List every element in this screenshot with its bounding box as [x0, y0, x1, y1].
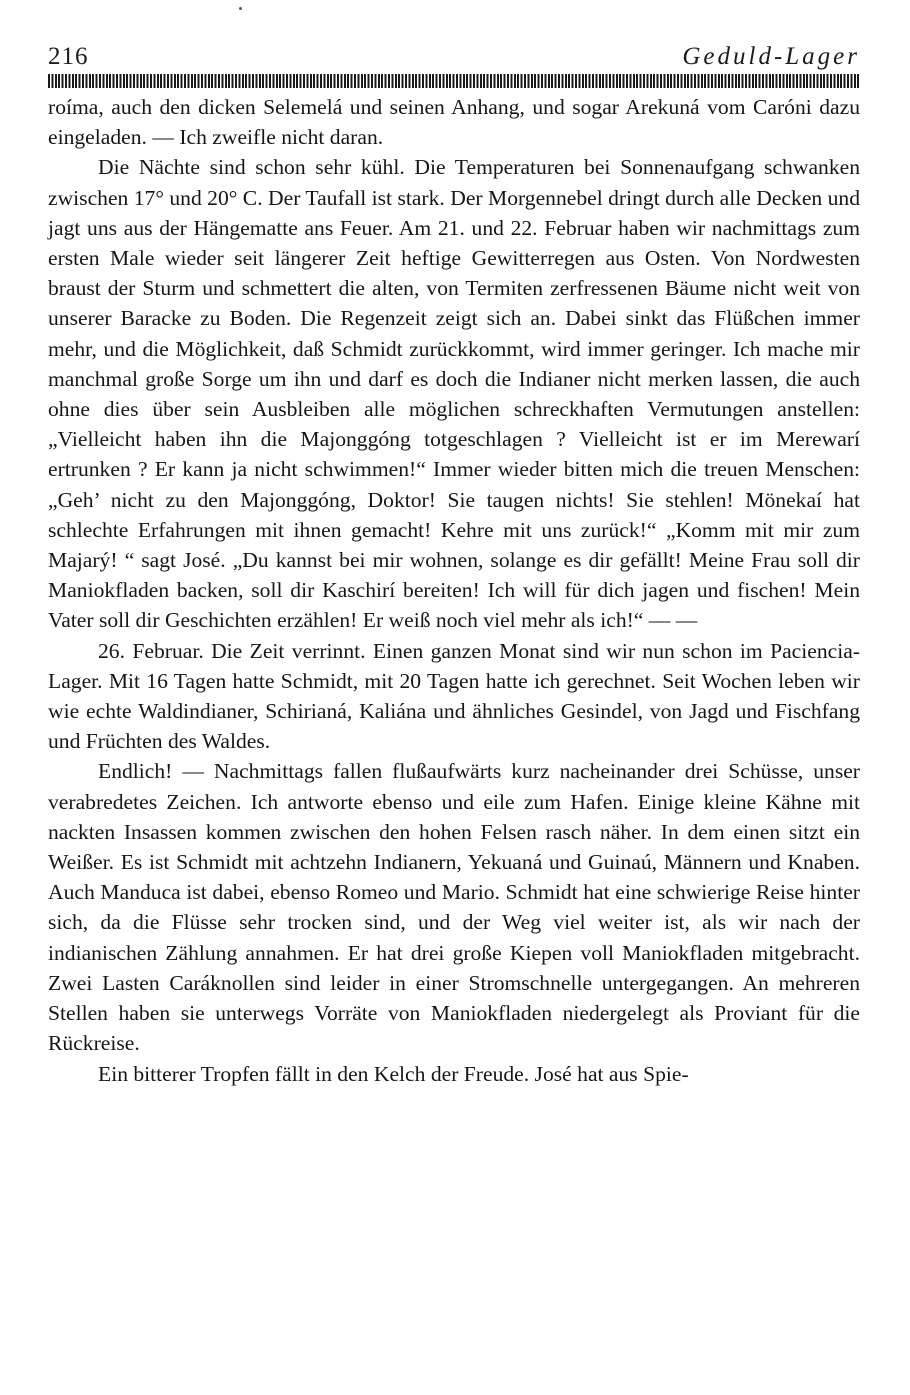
header-rule [48, 74, 860, 88]
paragraph: 26. Februar. Die Zeit verrinnt. Einen ganzen Monat sind wir nun schon im Paciencia-Lager. Mit 16 Tagen hatte Schmidt, mit 20 Tagen hatte ich gerechnet. Seit Wochen leben wir wie echte Waldindianer, Schirianá, Kaliána und ähnliches Gesindel, von Jagd und Fischfang und Früchten des Waldes. [48, 638, 860, 754]
running-title: Geduld-Lager [682, 43, 860, 70]
paragraph: Endlich! — Nachmittags fallen flußaufwärts kurz nacheinander drei Schüsse, unser verabredetes Zeichen. Ich antworte ebenso und eile zum Hafen. Einige kleine Kähne mit nackten Insassen kommen zwischen den hohen Felsen rasch näher. In dem einen sitzt ein Weißer. Es ist Schmidt mit achtzehn Indianern, Yekuaná und Guinaú, Männern und Knaben. Auch Manduca ist dabei, ebenso Romeo und Mario. Schmidt hat eine schwierige Reise hinter sich, da die Flüsse sehr trocken sind, und der Weg viel weiter ist, als wir nach der indianischen Zählung annahmen. Er hat drei große Kiepen voll Maniokfladen mitgebracht. Zwei Lasten Caráknollen sind leider in einer Stromschnelle untergegangen. An mehreren Stellen haben sie unterwegs Vorräte von Maniokfladen niedergelegt als Proviant für die Rückreise. [48, 759, 860, 1056]
page-number: 216 [48, 43, 89, 70]
paragraph-continued: roíma, auch den dicken Selemelá und seinen Anhang, und sogar Arekuná vom Caróni dazu eingeladen. — Ich zweifle nicht daran. [48, 95, 860, 150]
paragraph: Ein bitterer Tropfen fällt in den Kelch der Freude. José hat aus Spie- [98, 1061, 689, 1086]
print-speck [239, 7, 242, 10]
body-text [48, 92, 860, 1089]
paragraph: Die Nächte sind schon sehr kühl. Die Temperaturen bei Sonnenaufgang schwanken zwischen 17° und 20° C. Der Taufall ist stark. Der Morgennebel dringt durch alle Decken und jagt uns aus der Hängematte ans Feuer. Am 21. und 22. Februar haben wir nachmittags zum ersten Male wieder seit längerer Zeit heftige Gewitterregen aus Osten. Von Nordwesten braust der Sturm und schmettert die alten, von Termiten zerfressenen Bäume nicht weit von unserer Baracke zu Boden. Die Regenzeit zeigt sich an. Dabei sinkt das Flüßchen immer mehr, und die Möglichkeit, daß Schmidt zurückkommt, wird immer geringer. Ich mache mir manchmal große Sorge um ihn und darf es doch die Indianer nicht merken lassen, die auch ohne dies über sein Ausbleiben alle möglichen schreckhaften Vermutungen anstellen: „Vielleicht haben ihn die Majonggóng totgeschlagen ? Vielleicht ist er im Merewarí ertrunken ? Er kann ja nicht schwimmen!“ Immer wieder bitten mich die treuen Menschen: „Geh’ nicht zu den Majonggóng, Doktor! Sie taugen nichts! Sie stehlen! Mönekaí hat schlechte Erfahrungen mit ihnen gemacht! Kehre mit uns zurück!“ „Komm mit mir zum Majarý! “ sagt José. „Du kannst bei mir wohnen, solange es dir gefällt! Meine Frau soll dir Maniokfladen backen, soll dir Kaschirí bereiten! Ich will für dich jagen und fischen! Mein Vater soll dir Geschichten erzählen! Er weiß noch viel mehr als ich!“ — — [48, 155, 860, 633]
page-header [48, 44, 860, 70]
